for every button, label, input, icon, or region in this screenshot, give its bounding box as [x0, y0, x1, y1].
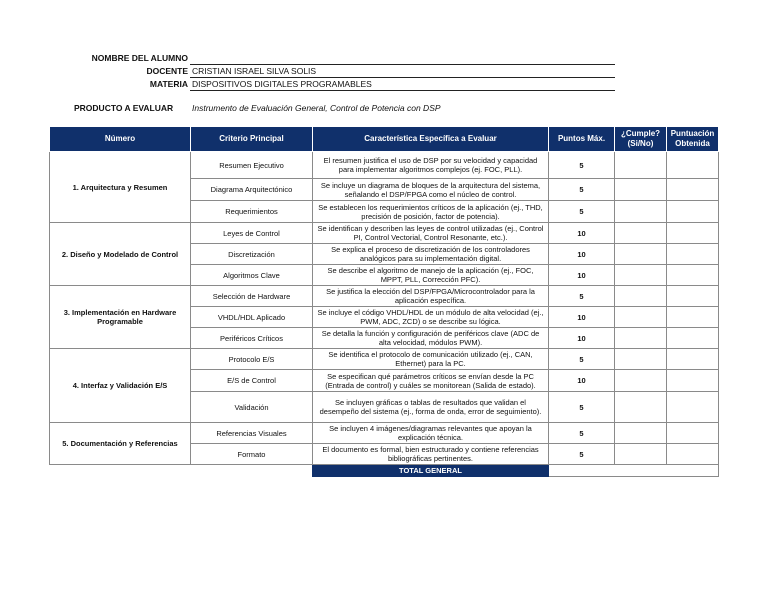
column-header-criterion: Criterio Principal — [191, 127, 313, 152]
complies-cell[interactable] — [615, 307, 667, 328]
total-spacer — [50, 465, 313, 477]
table-row — [50, 152, 719, 179]
complies-cell[interactable] — [615, 392, 667, 423]
score-cell[interactable] — [667, 244, 719, 265]
group-name: 3. Implementación en Hardware Programable — [50, 286, 191, 349]
feature-cell: Se incluyen 4 imágenes/diagramas relevantes que apoyan la explicación técnica. — [313, 423, 549, 444]
feature-cell: Se identifica el protocolo de comunicación utilizado (ej., CAN, Ethernet) para la PC. — [313, 349, 549, 370]
complies-cell[interactable] — [615, 223, 667, 244]
points-cell: 10 — [549, 307, 615, 328]
feature-cell: El resumen justifica el uso de DSP por su velocidad y capacidad para implementar algoritmos complejos (ej. FOC, PLL). — [313, 152, 549, 179]
feature-cell: Se especifican qué parámetros críticos se envían desde la PC (Entrada de control) y cuáles se monitorean (Salida de estado). — [313, 370, 549, 392]
criterion-cell: Formato — [191, 444, 313, 465]
points-cell: 5 — [549, 444, 615, 465]
feature-cell: Se justifica la elección del DSP/FPGA/Microcontrolador para la aplicación específica. — [313, 286, 549, 307]
points-cell: 5 — [549, 392, 615, 423]
total-general-label: TOTAL GENERAL — [313, 465, 549, 477]
criterion-cell: Protocolo E/S — [191, 349, 313, 370]
feature-cell: Se identifican y describen las leyes de control utilizadas (ej., Control PI, Control Vectorial, Control Resonante, etc.). — [313, 223, 549, 244]
score-cell[interactable] — [667, 370, 719, 392]
complies-cell[interactable] — [615, 201, 667, 223]
table-header-row — [50, 127, 719, 152]
group-name: 2. Diseño y Modelado de Control — [50, 223, 191, 286]
feature-cell: Se detalla la función y configuración de periféricos clave (ADC de alta velocidad, módulos PWM). — [313, 328, 549, 349]
points-cell: 10 — [549, 265, 615, 286]
score-cell[interactable] — [667, 201, 719, 223]
group-name: 4. Interfaz y Validación E/S — [50, 349, 191, 423]
criterion-cell: Discretización — [191, 244, 313, 265]
product-value: Instrumento de Evaluación General, Control de Potencia con DSP — [192, 103, 441, 113]
column-header-number: Número — [50, 127, 191, 152]
criterion-cell: Diagrama Arquitectónico — [191, 179, 313, 201]
criterion-cell: VHDL/HDL Aplicado — [191, 307, 313, 328]
points-cell: 5 — [549, 286, 615, 307]
teacher-line — [190, 77, 615, 78]
criterion-cell: Leyes de Control — [191, 223, 313, 244]
table-row — [50, 423, 719, 444]
criterion-cell: Requerimientos — [191, 201, 313, 223]
complies-cell[interactable] — [615, 349, 667, 370]
group-name: 1. Arquitectura y Resumen — [50, 152, 191, 223]
student-name-label: NOMBRE DEL ALUMNO — [91, 53, 188, 63]
criterion-cell: Resumen Ejecutivo — [191, 152, 313, 179]
complies-cell[interactable] — [615, 423, 667, 444]
feature-cell: Se incluyen gráficas o tablas de resultados que validan el desempeño del sistema (ej., forma de onda, error de seguimiento). — [313, 392, 549, 423]
points-cell: 5 — [549, 152, 615, 179]
criterion-cell: Validación — [191, 392, 313, 423]
criterion-cell: Algoritmos Clave — [191, 265, 313, 286]
table-row — [50, 286, 719, 307]
criterion-cell: Referencias Visuales — [191, 423, 313, 444]
criterion-cell: Periféricos Críticos — [191, 328, 313, 349]
score-cell[interactable] — [667, 265, 719, 286]
column-header-feature: Característica Específica a Evaluar — [313, 127, 549, 152]
points-cell: 10 — [549, 370, 615, 392]
table-row — [50, 223, 719, 244]
complies-cell[interactable] — [615, 265, 667, 286]
teacher-label: DOCENTE — [146, 66, 188, 76]
complies-cell[interactable] — [615, 444, 667, 465]
column-header-score: Puntuación Obtenida — [667, 127, 719, 152]
points-cell: 5 — [549, 423, 615, 444]
student-name-line — [190, 64, 615, 65]
points-cell: 10 — [549, 244, 615, 265]
score-cell[interactable] — [667, 179, 719, 201]
subject-line — [190, 90, 615, 91]
score-cell[interactable] — [667, 307, 719, 328]
teacher-value: CRISTIAN ISRAEL SILVA SOLIS — [192, 66, 317, 76]
product-label: PRODUCTO A EVALUAR — [74, 103, 174, 113]
complies-cell[interactable] — [615, 152, 667, 179]
score-cell[interactable] — [667, 152, 719, 179]
points-cell: 10 — [549, 328, 615, 349]
subject-label: MATERIA — [149, 79, 188, 89]
feature-cell: Se describe el algoritmo de manejo de la aplicación (ej., FOC, MPPT, PLL, Corrección PFC). — [313, 265, 549, 286]
score-cell[interactable] — [667, 444, 719, 465]
feature-cell: Se incluye un diagrama de bloques de la arquitectura del sistema, señalando el DSP/FPGA como el núcleo de control. — [313, 179, 549, 201]
score-cell[interactable] — [667, 392, 719, 423]
group-name: 5. Documentación y Referencias — [50, 423, 191, 465]
points-cell: 5 — [549, 179, 615, 201]
score-cell[interactable] — [667, 349, 719, 370]
complies-cell[interactable] — [615, 328, 667, 349]
feature-cell: El documento es formal, bien estructurado y contiene referencias bibliográficas pertinentes. — [313, 444, 549, 465]
points-cell: 10 — [549, 223, 615, 244]
table-row — [50, 349, 719, 370]
score-cell[interactable] — [667, 328, 719, 349]
points-cell: 5 — [549, 201, 615, 223]
subject-value: DISPOSITIVOS DIGITALES PROGRAMABLES — [192, 79, 372, 89]
feature-cell: Se establecen los requerimientos críticos de la aplicación (ej., THD, precisión de posición, factor de potencia). — [313, 201, 549, 223]
column-header-complies: ¿Cumple? (Si/No) — [615, 127, 667, 152]
total-value-cell[interactable] — [549, 465, 719, 477]
score-cell[interactable] — [667, 286, 719, 307]
criterion-cell: E/S de Control — [191, 370, 313, 392]
complies-cell[interactable] — [615, 370, 667, 392]
complies-cell[interactable] — [615, 244, 667, 265]
feature-cell: Se explica el proceso de discretización de los controladores analógicos para su implementación digital. — [313, 244, 549, 265]
score-cell[interactable] — [667, 223, 719, 244]
points-cell: 5 — [549, 349, 615, 370]
score-cell[interactable] — [667, 423, 719, 444]
complies-cell[interactable] — [615, 286, 667, 307]
column-header-max-points: Puntos Máx. — [549, 127, 615, 152]
feature-cell: Se incluye el código VHDL/HDL de un módulo de alta velocidad (ej., PWM, ADC, ZCD) o se describe su lógica. — [313, 307, 549, 328]
criterion-cell: Selección de Hardware — [191, 286, 313, 307]
total-row — [50, 465, 719, 477]
complies-cell[interactable] — [615, 179, 667, 201]
evaluation-rubric-table — [49, 126, 719, 477]
